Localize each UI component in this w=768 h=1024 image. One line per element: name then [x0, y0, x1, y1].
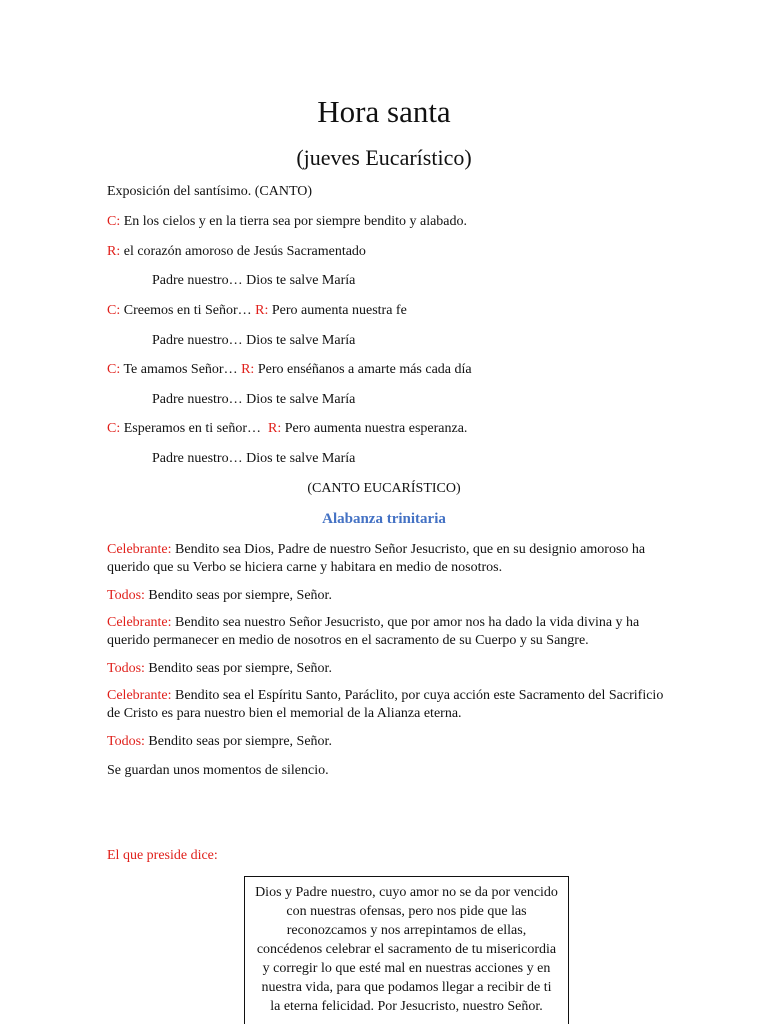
- litany-line-5: [107, 420, 467, 438]
- r-label: R:: [241, 362, 255, 377]
- todos-label: Todos:: [107, 734, 145, 749]
- litany-text: Pero enséñanos a amarte más cada día: [257, 362, 472, 377]
- todos-text: Bendito seas por siempre, Señor.: [148, 734, 332, 749]
- c-label: C:: [107, 362, 121, 377]
- celebrante-label: Celebrante:: [107, 542, 172, 557]
- r-label: R:: [107, 244, 121, 259]
- celebrante-label: Celebrante:: [107, 688, 172, 703]
- c-label: C:: [107, 421, 121, 436]
- litany-text: Esperamos en ti señor…: [123, 421, 261, 436]
- prayer-box: [244, 876, 569, 1024]
- litany-text: Te amamos Señor…: [123, 362, 238, 377]
- c-label: C:: [107, 214, 121, 229]
- prayer-line: Padre nuestro… Dios te salve María: [152, 392, 356, 407]
- r-label: R:: [267, 421, 282, 436]
- litany-text: el corazón amoroso de Jesús Sacramentado: [123, 244, 366, 259]
- exposicion-line: Exposición del santísimo. (CANTO): [107, 184, 313, 199]
- todos-response-1: [107, 587, 667, 605]
- todos-label: Todos:: [107, 661, 145, 676]
- r-label: R:: [255, 303, 269, 318]
- prayer-box-text: Dios y Padre nuestro, cuyo amor no se da por vencido con nuestras ofensas, pero nos pide que las reconozcamos y nos arrepintamos de ellas, concédenos celebrar el sacramento de tu misericordia y corregir lo que esté mal en nuestras acciones y en nuestra vida, para que podamos llegar a recibir de ti la eterna felicidad. Por Jesucristo, nuestro Señor.: [255, 885, 558, 1014]
- page-subtitle: (jueves Eucarístico): [296, 145, 472, 170]
- litany-line-4: [107, 361, 472, 379]
- todos-text: Bendito seas por siempre, Señor.: [148, 588, 332, 603]
- litany-line-3: [107, 302, 407, 320]
- canto-eucaristico: (CANTO EUCARÍSTICO): [307, 481, 461, 496]
- celebrante-paragraph-1: [107, 541, 667, 577]
- litany-line-2: [107, 243, 366, 261]
- todos-text: Bendito seas por siempre, Señor.: [148, 661, 332, 676]
- silence-note: Se guardan unos momentos de silencio.: [107, 763, 329, 778]
- celebrante-label: Celebrante:: [107, 615, 172, 630]
- litany-line-1: [107, 213, 467, 231]
- todos-response-2: [107, 660, 667, 678]
- litany-text: Creemos en ti Señor…: [123, 303, 252, 318]
- todos-label: Todos:: [107, 588, 145, 603]
- prayer-line: Padre nuestro… Dios te salve María: [152, 333, 356, 348]
- c-label: C:: [107, 303, 121, 318]
- section-heading: Alabanza trinitaria: [322, 511, 446, 527]
- celebrante-text: Bendito sea nuestro Señor Jesucristo, que por amor nos ha dado la vida divina y ha querido permanecer en medio de nosotros en el sacramento de su Cuerpo y su Sangre.: [107, 615, 640, 648]
- litany-text: Pero aumenta nuestra esperanza.: [284, 421, 468, 436]
- todos-response-3: [107, 733, 667, 751]
- prayer-line: Padre nuestro… Dios te salve María: [152, 451, 356, 466]
- celebrante-paragraph-3: [107, 687, 667, 723]
- celebrante-paragraph-2: [107, 614, 667, 650]
- preside-label: El que preside dice:: [107, 848, 218, 863]
- celebrante-text: Bendito sea Dios, Padre de nuestro Señor Jesucristo, que en su designio amoroso ha querido que su Verbo se hiciera carne y habitara en medio de nosotros.: [107, 542, 646, 575]
- prayer-line: Padre nuestro… Dios te salve María: [152, 273, 356, 288]
- celebrante-text: Bendito sea el Espíritu Santo, Paráclito, por cuya acción este Sacramento del Sacrificio de Cristo es para nuestro bien el memorial de la Alianza eterna.: [107, 688, 664, 721]
- litany-text: En los cielos y en la tierra sea por siempre bendito y alabado.: [123, 214, 468, 229]
- litany-text: Pero aumenta nuestra fe: [271, 303, 407, 318]
- page-title: Hora santa: [317, 94, 451, 129]
